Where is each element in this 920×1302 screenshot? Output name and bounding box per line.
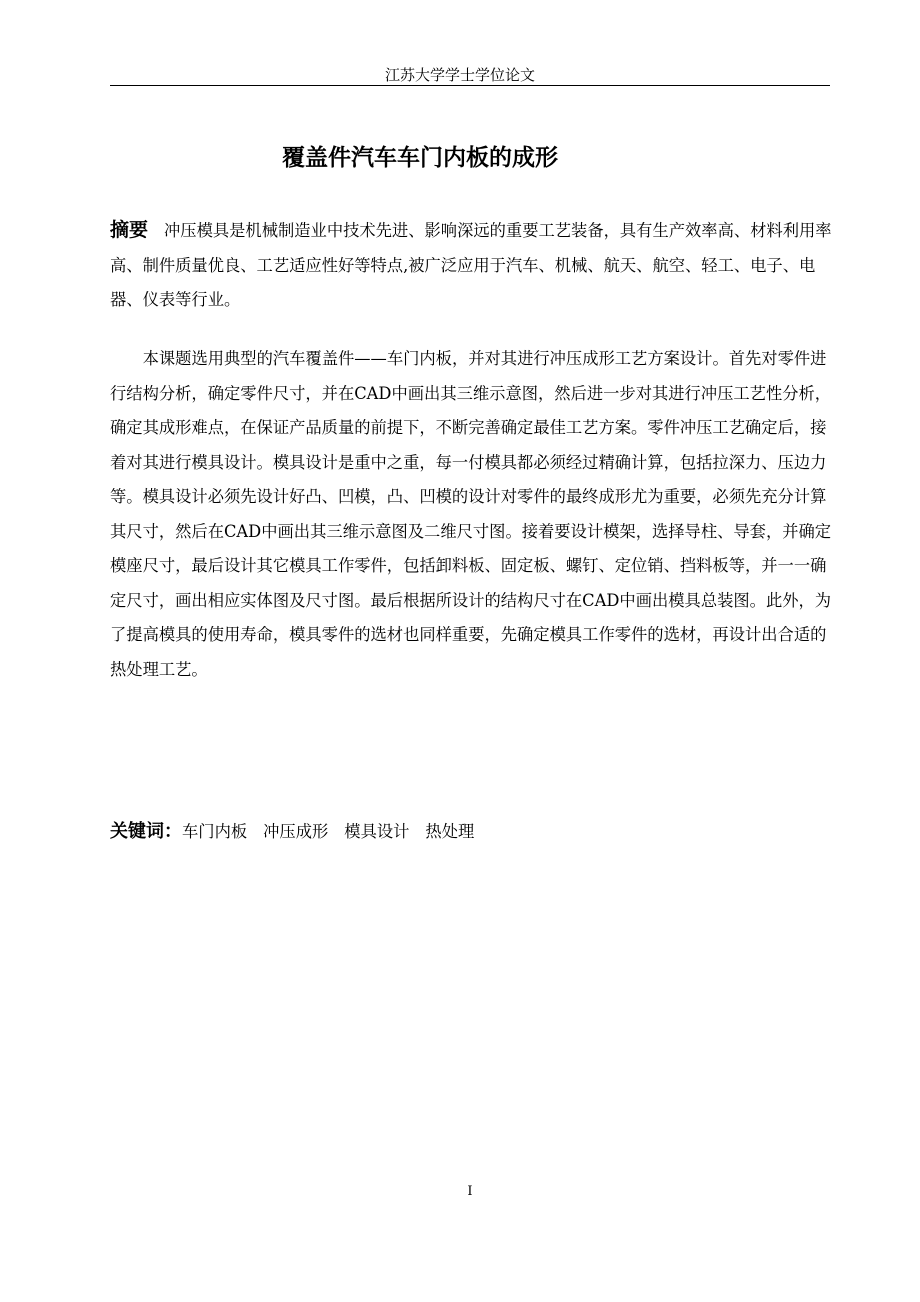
abstract-body (110, 342, 832, 687)
abstract-intro (110, 213, 832, 318)
keywords-label: 关键词： (110, 821, 182, 842)
running-header: 江苏大学学士学位论文 (384, 66, 535, 84)
page-number: I (467, 1184, 473, 1199)
abstract-label: 摘要 (110, 219, 149, 241)
keyword-item: 车门内板 (182, 822, 248, 841)
header-rule (110, 85, 830, 86)
keyword-item: 热处理 (425, 822, 475, 841)
keyword-item: 模具设计 (344, 822, 410, 841)
keywords-line (110, 818, 490, 846)
abstract-intro-text: 冲压模具是机械制造业中技术先进、影响深远的重要工艺装备，具有生产效率高、材料利用率高、制件质量优良、工艺适应性好等特点,被广泛应用于汽车、机械、航天、航空、轻工、电子、电器、仪表等行业。 (110, 221, 832, 309)
abstract-paragraph: 本课题选用典型的汽车覆盖件——车门内板，并对其进行冲压成形工艺方案设计。首先对零件进行结构分析，确定零件尺寸，并在CAD中画出其三维示意图，然后进一步对其进行冲压工艺性分析，确定其成形难点，在保证产品质量的前提下，不断完善确定最佳工艺方案。零件冲压工艺确定后，接着对其进行模具设计。模具设计是重中之重，每一付模具都必须经过精确计算，包括拉深力、压边力等。模具设计必须先设计好凸、凹模，凸、凹模的设计对零件的最终成形尤为重要，必须先充分计算其尺寸，然后在CAD中画出其三维示意图及二维尺寸图。接着要设计模架，选择导柱、导套，并确定模座尺寸，最后设计其它模具工作零件，包括卸料板、固定板、螺钉、定位销、挡料板等，并一一确定尺寸，画出相应实体图及尺寸图。最后根据所设计的结构尺寸在CAD中画出模具总装图。此外，为了提高模具的使用寿命，模具零件的选材也同样重要，先确定模具工作零件的选材，再设计出合适的热处理工艺。 (110, 349, 832, 679)
keyword-item: 冲压成形 (263, 822, 329, 841)
page-title: 覆盖件汽车车门内板的成形 (282, 145, 558, 171)
